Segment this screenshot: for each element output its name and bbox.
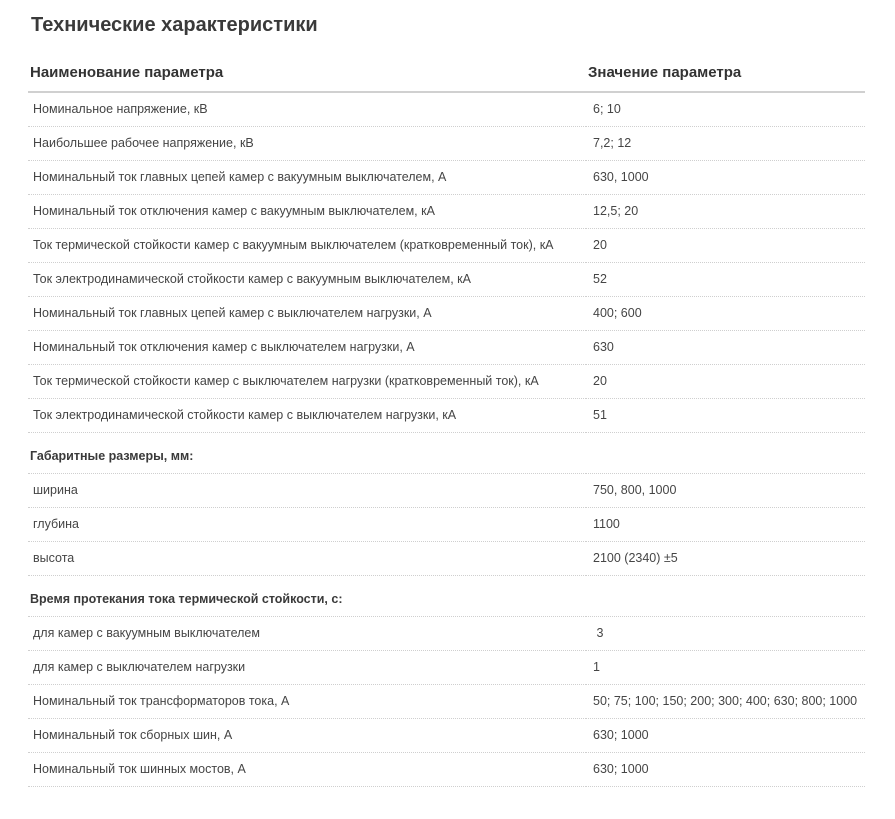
parameter-name: Номинальный ток шинных мостов, А — [28, 753, 586, 787]
table-row — [28, 719, 865, 753]
section-heading-thermal — [28, 576, 865, 617]
parameter-name: высота — [28, 542, 586, 576]
parameter-value: 6; 10 — [586, 92, 865, 127]
parameter-name: для камер с вакуумным выключателем — [28, 617, 586, 651]
parameter-value: 7,2; 12 — [586, 127, 865, 161]
parameter-name: Ток термической стойкости камер с выключателем нагрузки (кратковременный ток), кА — [28, 365, 586, 399]
parameter-value: 51 — [586, 399, 865, 433]
table-row — [28, 127, 865, 161]
table-row — [28, 542, 865, 576]
column-header-parameter: Наименование параметра — [28, 56, 586, 92]
table-row — [28, 92, 865, 127]
parameter-name: Номинальное напряжение, кВ — [28, 92, 586, 127]
parameter-value: 20 — [586, 365, 865, 399]
parameter-name: глубина — [28, 508, 586, 542]
table-row — [28, 617, 865, 651]
parameter-value: 1100 — [586, 508, 865, 542]
table-row — [28, 651, 865, 685]
table-row — [28, 263, 865, 297]
section-heading: Время протекания тока термической стойкости, с: — [28, 576, 865, 617]
table-row — [28, 474, 865, 508]
parameter-value: 400; 600 — [586, 297, 865, 331]
parameter-name: Номинальный ток главных цепей камер с вакуумным выключателем, А — [28, 161, 586, 195]
table-header-row — [28, 56, 865, 92]
table-row — [28, 195, 865, 229]
parameter-value: 52 — [586, 263, 865, 297]
table-row — [28, 753, 865, 787]
parameter-name: ширина — [28, 474, 586, 508]
parameter-name: Номинальный ток отключения камер с вакуумным выключателем, кА — [28, 195, 586, 229]
parameter-name: Номинальный ток сборных шин, А — [28, 719, 586, 753]
parameter-value: 630 — [586, 331, 865, 365]
parameter-name: для камер с выключателем нагрузки — [28, 651, 586, 685]
table-row — [28, 508, 865, 542]
parameter-name: Ток электродинамической стойкости камер с вакуумным выключателем, кА — [28, 263, 586, 297]
table-row — [28, 685, 865, 719]
parameter-value: 630; 1000 — [586, 753, 865, 787]
parameter-name: Номинальный ток отключения камер с выключателем нагрузки, А — [28, 331, 586, 365]
parameter-value: 750, 800, 1000 — [586, 474, 865, 508]
parameter-value: 50; 75; 100; 150; 200; 300; 400; 630; 800; 1000 — [586, 685, 865, 719]
specs-table — [28, 56, 865, 787]
column-header-value: Значение параметра — [586, 56, 865, 92]
parameter-name: Наибольшее рабочее напряжение, кВ — [28, 127, 586, 161]
parameter-name: Номинальный ток трансформаторов тока, А — [28, 685, 586, 719]
parameter-value: 630; 1000 — [586, 719, 865, 753]
table-row — [28, 331, 865, 365]
parameter-name: Номинальный ток главных цепей камер с выключателем нагрузки, А — [28, 297, 586, 331]
table-row — [28, 365, 865, 399]
parameter-value: 1 — [586, 651, 865, 685]
parameter-name: Ток термической стойкости камер с вакуумным выключателем (кратковременный ток), кА — [28, 229, 586, 263]
parameter-value: 2100 (2340) ±5 — [586, 542, 865, 576]
section-heading: Габаритные размеры, мм: — [28, 433, 865, 474]
parameter-value: 20 — [586, 229, 865, 263]
parameter-value: 3 — [586, 617, 865, 651]
table-row — [28, 229, 865, 263]
parameter-value: 630, 1000 — [586, 161, 865, 195]
parameter-value: 12,5; 20 — [586, 195, 865, 229]
table-row — [28, 161, 865, 195]
table-row — [28, 399, 865, 433]
page-title: Технические характеристики — [31, 14, 318, 36]
parameter-name: Ток электродинамической стойкости камер с выключателем нагрузки, кА — [28, 399, 586, 433]
section-heading-dimensions — [28, 433, 865, 474]
table-row — [28, 297, 865, 331]
